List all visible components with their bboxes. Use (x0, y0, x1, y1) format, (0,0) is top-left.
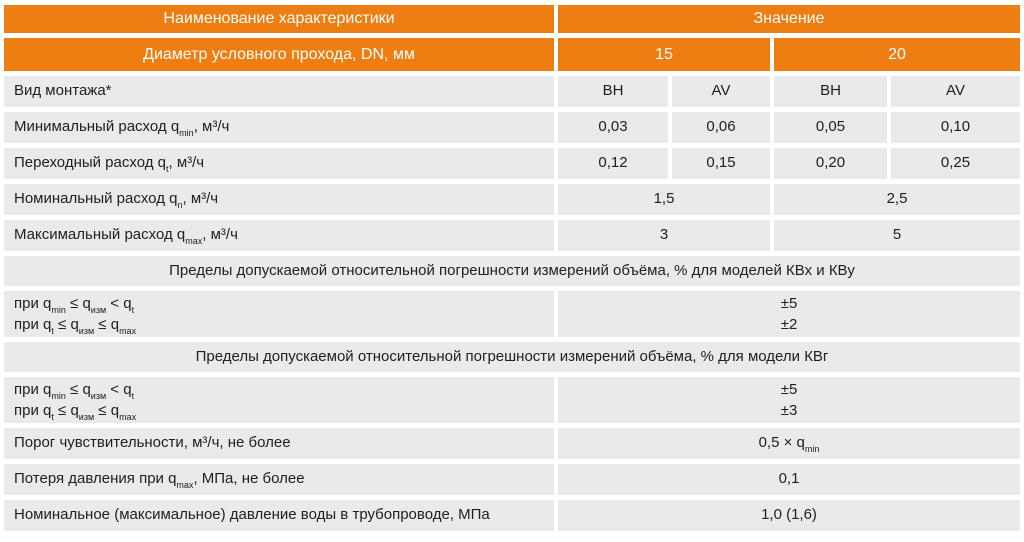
cell-text: , МПа, не более (193, 470, 305, 488)
cell-text: 0,5 × q (758, 434, 805, 452)
mounting-type-label-line (14, 82, 550, 101)
cell-text: Диаметр условного прохода, DN, мм (143, 45, 415, 63)
cell-text: Номинальный расход q (14, 190, 178, 208)
cell-text: Значение (753, 10, 825, 27)
cell-text: Порог чувствительности, м³/ч, не более (14, 434, 291, 452)
col-header-characteristic (4, 5, 554, 33)
diameter-dn20-line (778, 45, 1016, 65)
diameter-dn15-line (562, 45, 766, 65)
transitional-flow-dn20-av-line (895, 154, 1016, 173)
error-kvg-conditions-line (14, 400, 550, 421)
mounting-type-label (4, 76, 554, 107)
col-header-value-line (562, 9, 1016, 29)
cell-text: AV (946, 82, 965, 100)
cell-text: ±3 (780, 402, 798, 419)
cell-text: 5 (892, 226, 902, 244)
subscript-text: min (51, 391, 66, 402)
error-kvg-conditions (4, 377, 554, 423)
cell-text: ≤ q (94, 402, 120, 419)
transitional-flow-dn20-vn-line (778, 154, 883, 173)
min-flow-dn15-vn (558, 112, 668, 143)
sensitivity-threshold-label (4, 428, 554, 459)
transitional-flow-dn20-vn (774, 148, 887, 179)
cell-text: 1,5 (653, 190, 675, 208)
cell-text: Пределы допускаемой относительной погрешности измерений объёма, % для моделей КВх и КВу (169, 261, 855, 279)
row-error-band-kvg (4, 342, 1020, 372)
transitional-flow-dn15-vn-line (562, 154, 664, 173)
subscript-text: max (119, 326, 137, 337)
transitional-flow-label-line (14, 154, 550, 173)
error-kvx-kvu-conditions (4, 291, 554, 337)
pressure-loss-label-line (14, 470, 550, 489)
transitional-flow-dn15-vn (558, 148, 668, 179)
cell-text: 20 (888, 45, 906, 63)
nominal-pressure-value (558, 500, 1020, 531)
sensitivity-threshold-value (558, 428, 1020, 459)
min-flow-dn15-vn-line (562, 118, 664, 137)
subscript-text: изм (78, 412, 95, 423)
cell-text: 15 (655, 45, 673, 63)
cell-text: 0,1 (778, 470, 800, 488)
row-table-header (4, 5, 1020, 33)
error-kvg-values-line (562, 400, 1016, 421)
cell-text: , м³/ч (168, 154, 205, 172)
mounting-dn20-vn-line (778, 82, 883, 101)
subscript-text: t (51, 412, 54, 423)
col-header-characteristic-line (8, 9, 550, 29)
min-flow-dn20-vn-line (778, 118, 883, 137)
subscript-text: max (119, 412, 137, 423)
subscript-text: t (51, 326, 54, 337)
diameter-dn20 (774, 38, 1020, 71)
transitional-flow-dn15-av (672, 148, 770, 179)
max-flow-label-line (14, 226, 550, 245)
min-flow-dn20-vn (774, 112, 887, 143)
cell-text: 3 (659, 226, 669, 244)
spec-table-body (4, 5, 1020, 531)
nominal-flow-dn15-line (562, 190, 766, 209)
row-error-kvg (4, 377, 1020, 423)
cell-text: , м³/ч (193, 118, 230, 136)
diameter-label (4, 38, 554, 71)
max-flow-dn20-line (778, 226, 1016, 245)
subscript-text: max (185, 236, 203, 247)
subscript-text: изм (90, 391, 107, 402)
sensitivity-threshold-value-line (562, 434, 1016, 453)
cell-text: < q (106, 381, 132, 398)
nominal-flow-label (4, 184, 554, 215)
min-flow-dn15-av-line (676, 118, 766, 137)
cell-text: при q (14, 381, 52, 398)
nominal-flow-dn15 (558, 184, 770, 215)
subscript-text: t (131, 305, 135, 316)
cell-text: 1,0 (1,6) (761, 506, 817, 524)
nominal-pressure-label-line (14, 506, 550, 525)
row-mounting-type (4, 76, 1020, 107)
cell-text: Номинальное (максимальное) давление воды в трубопроводе, МПа (14, 506, 490, 524)
cell-text: Максимальный расход q (14, 226, 186, 244)
subscript-text: изм (78, 326, 95, 337)
row-min-flow (4, 112, 1020, 143)
cell-text: Вид монтажа* (14, 82, 112, 100)
cell-text: ≤ q (65, 381, 91, 398)
cell-text: ≤ q (65, 295, 91, 312)
mounting-dn20-vn (774, 76, 887, 107)
row-transitional-flow (4, 148, 1020, 179)
error-kvx-kvu-conditions-line (14, 314, 550, 335)
max-flow-dn20 (774, 220, 1020, 251)
subscript-text: min (51, 305, 66, 316)
max-flow-dn15-line (562, 226, 766, 245)
col-header-value (558, 5, 1020, 33)
subscript-text: изм (90, 305, 107, 316)
cell-text: ≤ q (94, 316, 120, 333)
cell-text: 0,25 (940, 154, 971, 172)
error-band-kvg-title (4, 342, 1020, 372)
cell-text: при q (14, 295, 52, 312)
nominal-pressure-value-line (562, 506, 1016, 525)
transitional-flow-dn20-av (891, 148, 1020, 179)
error-band-kvx-kvu-title (4, 256, 1020, 286)
row-nominal-pressure (4, 500, 1020, 531)
mounting-dn15-av (672, 76, 770, 107)
cell-text: Наименование характеристики (163, 10, 395, 27)
row-max-flow (4, 220, 1020, 251)
cell-text: ВН (602, 82, 624, 100)
subscript-text: max (176, 480, 194, 491)
mounting-dn20-av (891, 76, 1020, 107)
error-band-kvg-title-line (8, 348, 1016, 367)
row-nominal-flow (4, 184, 1020, 215)
mounting-dn15-vn-line (562, 82, 664, 101)
transitional-flow-dn15-av-line (676, 154, 766, 173)
row-sensitivity-threshold (4, 428, 1020, 459)
pressure-loss-label (4, 464, 554, 495)
row-pressure-loss (4, 464, 1020, 495)
subscript-text: t (131, 391, 135, 402)
subscript-text: n (177, 200, 183, 211)
max-flow-dn15 (558, 220, 770, 251)
nominal-flow-dn20 (774, 184, 1020, 215)
mounting-dn15-vn (558, 76, 668, 107)
min-flow-label-line (14, 118, 550, 137)
cell-text: 0,06 (706, 118, 736, 136)
nominal-pressure-label (4, 500, 554, 531)
mounting-dn20-av-line (895, 82, 1016, 101)
cell-text: ≤ q (53, 316, 79, 333)
cell-text: ≤ q (53, 402, 79, 419)
cell-text: , м³/ч (182, 190, 219, 208)
cell-text: при q (14, 316, 52, 333)
nominal-flow-label-line (14, 190, 550, 209)
error-kvg-values (558, 377, 1020, 423)
sensitivity-threshold-label-line (14, 434, 550, 453)
cell-text: при q (14, 402, 52, 419)
min-flow-dn15-av (672, 112, 770, 143)
cell-text: Пределы допускаемой относительной погрешности измерений объёма, % для модели КВг (195, 347, 829, 365)
nominal-flow-dn20-line (778, 190, 1016, 209)
pressure-loss-value-line (562, 470, 1016, 489)
min-flow-dn20-av-line (895, 118, 1016, 137)
error-kvx-kvu-conditions-line (14, 293, 550, 314)
diameter-dn15 (558, 38, 770, 71)
cell-text: ±5 (780, 295, 798, 312)
cell-text: < q (106, 295, 132, 312)
max-flow-label (4, 220, 554, 251)
cell-text: ВН (820, 82, 841, 100)
error-kvg-values-line (562, 379, 1016, 400)
cell-text: 0,12 (598, 154, 628, 172)
subscript-text: min (804, 444, 820, 455)
cell-text: 0,20 (815, 154, 846, 172)
cell-text: 2,5 (886, 190, 908, 208)
cell-text: Потеря давления при q (14, 470, 177, 488)
mounting-dn15-av-line (676, 82, 766, 101)
error-kvx-kvu-values-line (562, 293, 1016, 314)
row-error-kvx-kvu (4, 291, 1020, 337)
row-error-band-kvx-kvu (4, 256, 1020, 286)
cell-text: 0,10 (940, 118, 971, 136)
min-flow-dn20-av (891, 112, 1020, 143)
pressure-loss-value (558, 464, 1020, 495)
diameter-label-line (8, 45, 550, 65)
cell-text: , м³/ч (202, 226, 238, 244)
cell-text: 0,05 (815, 118, 846, 136)
subscript-text: min (179, 128, 194, 139)
subscript-text: t (165, 164, 169, 175)
row-diameter (4, 38, 1020, 71)
error-kvx-kvu-values-line (562, 314, 1016, 335)
error-band-kvx-kvu-title-line (8, 262, 1016, 281)
cell-text: ±5 (780, 381, 798, 398)
cell-text: 0,15 (706, 154, 736, 172)
cell-text: Переходный расход q (14, 154, 166, 172)
cell-text: ±2 (780, 316, 798, 333)
cell-text: 0,03 (598, 118, 628, 136)
min-flow-label (4, 112, 554, 143)
error-kvg-conditions-line (14, 379, 550, 400)
cell-text: AV (711, 82, 731, 100)
cell-text: Минимальный расход q (14, 118, 180, 136)
error-kvx-kvu-values (558, 291, 1020, 337)
transitional-flow-label (4, 148, 554, 179)
